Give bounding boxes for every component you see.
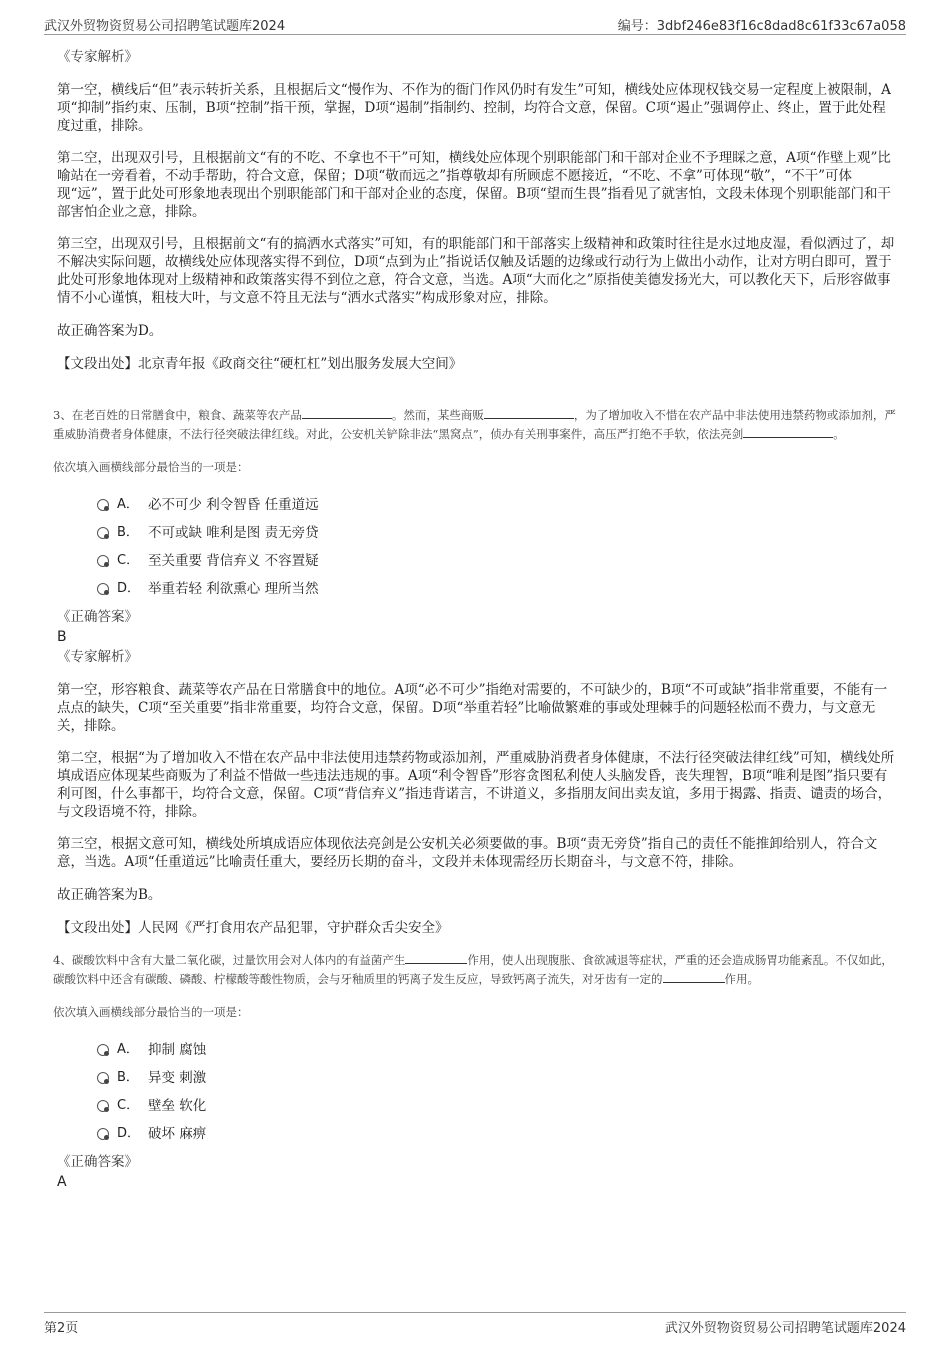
- q3-answer: B: [57, 629, 67, 645]
- q3-stem: [53, 406, 897, 444]
- option-letter: B．: [117, 1070, 139, 1085]
- radio-button-icon[interactable]: [97, 1044, 109, 1056]
- option-text: 异变 刺激: [148, 1070, 207, 1086]
- option-letter: A．: [117, 497, 139, 512]
- footer-title: 武汉外贸物资贸易公司招聘笔试题库2024: [664, 1321, 906, 1336]
- page-footer: [44, 1312, 906, 1337]
- option-text: 不可或缺 唯利是图 责无旁贷: [148, 525, 319, 541]
- q3-analysis-paragraph-2: 第二空，根据“为了增加收入不惜在农产品中非法使用违禁药物或添加剂，严重威胁消费者身体健康，不法行径突破法律红线”可知，横线处所填成语应体现某些商贩为了利益不惜做一些违法违规的事。A项“利令智昏”形容贪图私利使人头脑发昏，丧失理智，B项“唯利是图”指只要有利可图，什么事都干，均符合文意，保留。C项“背信弃义”指违背诺言，不讲道义，多指朋友间出卖友谊，多用于揭露、指责、谴责的场合，与文段语境不符，排除。: [57, 750, 895, 820]
- q3-analysis-paragraph-3: 第三空，根据文意可知，横线处所填成语应体现依法亮剑是公安机关必须要做的事。B项“责无旁贷”指自己的责任不能推卸给别人，符合文意，当选。A项“任重道远”比喻责任重大，要经历长期的奋斗，文段并未体现需经历长期奋斗，与文意不符，排除。: [57, 836, 878, 870]
- q4-stem-part-2: 作用，使人出现腹胀、食欲减退等症状，严重的还会造成肠胃功能紊乱。不仅如此，碳酸饮料中还含有碳酸、磷酸、柠檬酸等酸性物质，会与牙釉质里的钙离子发生反应，导致钙离子流失，对牙齿有一定的: [53, 953, 893, 986]
- radio-button-icon[interactable]: [97, 1072, 109, 1084]
- option-letter: B．: [117, 525, 139, 540]
- q2-analysis-label: 《专家解析》: [57, 49, 138, 65]
- radio-button-icon[interactable]: [97, 583, 109, 595]
- q3-stem-part-2: 。然而，某些商贩: [391, 408, 484, 422]
- radio-button-icon[interactable]: [97, 1100, 109, 1112]
- option-letter: D．: [117, 581, 141, 596]
- q4-answer-label: 《正确答案》: [57, 1154, 138, 1170]
- option-text: 至关重要 背信弃义 不容置疑: [148, 553, 319, 569]
- q3-answer-label: 《正确答案》: [57, 609, 138, 625]
- q4-stem-part-3: 作用。: [724, 972, 759, 986]
- q2-source: 【文段出处】北京青年报《政商交往“硬杠杠”划出服务发展大空间》: [57, 356, 463, 372]
- header-serial-number: 编号：3dbf246e83f16c8dad8c61f33c67a058: [617, 19, 906, 34]
- q3-source: 【文段出处】人民网《严打食用农产品犯罪，守护群众舌尖安全》: [57, 920, 449, 936]
- option-text: 必不可少 利令智昏 任重道远: [148, 497, 319, 513]
- q3-stem-part-1: 3、在老百姓的日常膳食中，粮食、蔬菜等农产品: [53, 408, 302, 422]
- q3-blank-2: [484, 406, 574, 419]
- q3-blank-1: [302, 406, 392, 419]
- q2-analysis-paragraph-1: 第一空，横线后“但”表示转折关系，且根据后文“慢作为、不作为的衙门作风仍时有发生”可知，横线处应体现权钱交易一定程度上被限制，A项“抑制”指约束、压制，B项“控制”指干预，掌握，D项“遏制”指制约、控制，均符合文意，保留。C项“遏止”强调停止、终止，置于此处程度过重，排除。: [57, 82, 891, 134]
- q4-options: [57, 1036, 897, 1148]
- option-text: 壁垒 软化: [148, 1098, 207, 1114]
- q4-option-a[interactable]: [97, 1036, 897, 1064]
- option-letter: C．: [117, 553, 140, 568]
- q3-conclusion: 故正确答案为B。: [57, 887, 162, 903]
- q4-option-d[interactable]: [97, 1120, 897, 1148]
- q4-prompt: 依次填入画横线部分最恰当的一项是：: [53, 1005, 249, 1019]
- q2-analysis-paragraph-3: 第三空，出现双引号，且根据前文“有的搞洒水式落实”可知，有的职能部门和干部落实上级精神和政策时往往是水过地皮湿，看似洒过了，却不解决实际问题，故横线处应体现落实得不到位，D项“点到为止”指说话仅触及话题的边缘或行动行为上做出小动作，让对方明白即可，置于此处可形象地体现对上级精神和政策落实得不到位之意，符合文意，当选。A项“大而化之”原指使美德发扬光大，可以教化天下，后形容做事情不小心谨慎，粗枝大叶，与文意不符且无法与“洒水式落实”构成形象对应，排除。: [57, 236, 895, 306]
- header-title: 武汉外贸物资贸易公司招聘笔试题库2024: [44, 19, 286, 34]
- radio-button-icon[interactable]: [97, 499, 109, 511]
- q3-analysis-label: 《专家解析》: [57, 649, 138, 665]
- option-text: 破坏 麻痹: [148, 1126, 207, 1142]
- radio-button-icon[interactable]: [97, 1128, 109, 1140]
- q4-option-c[interactable]: [97, 1092, 897, 1120]
- q2-analysis-paragraph-2: 第二空，出现双引号，且根据前文“有的不吃、不拿也不干”可知，横线处应体现个别职能部门和干部对企业不予理睬之意，A项“作壁上观”比喻站在一旁看着，不动手帮助，符合文意，保留；D项“敬而远之”指尊敬却有所顾虑不愿接近，“不吃、不拿”可体现“敬”，“不干”可体现“远”，置于此处可形象地表现出个别职能部门和干部对企业的态度，保留。B项“望而生畏”指看见了就害怕，文段未体现个别职能部门和干部害怕企业之意，排除。: [57, 150, 892, 220]
- q4-stem: [53, 951, 897, 989]
- option-text: 举重若轻 利欲熏心 理所当然: [148, 581, 319, 597]
- q3-option-d[interactable]: [97, 575, 897, 603]
- q4-blank-2: [663, 970, 725, 983]
- q4-stem-part-1: 4、碳酸饮料中含有大量二氧化碳，过量饮用会对人体内的有益菌产生: [53, 953, 406, 967]
- radio-button-icon[interactable]: [97, 555, 109, 567]
- q3-stem-part-4: 。: [833, 427, 845, 441]
- q3-option-b[interactable]: [97, 519, 897, 547]
- option-text: 抑制 腐蚀: [148, 1042, 207, 1058]
- q3-blank-3: [743, 425, 833, 438]
- q3-option-a[interactable]: [97, 491, 897, 519]
- q3-options: [57, 491, 897, 603]
- q2-conclusion: 故正确答案为D。: [57, 323, 163, 339]
- q3-analysis-paragraph-1: 第一空，形容粮食、蔬菜等农产品在日常膳食中的地位。A项“必不可少”指绝对需要的，不可缺少的，B项“不可或缺”指非常重要，不能有一点点的缺失，C项“至关重要”指非常重要，均符合文意，保留。D项“举重若轻”比喻做繁难的事或处理棘手的问题轻松而不费力，与文意无关，排除。: [57, 682, 888, 734]
- option-letter: C．: [117, 1098, 140, 1113]
- page-number: 第2页: [44, 1321, 79, 1336]
- q4-blank-1: [405, 951, 467, 964]
- radio-button-icon[interactable]: [97, 527, 109, 539]
- option-letter: A．: [117, 1042, 139, 1057]
- content: [53, 45, 897, 1191]
- q4-answer: A: [57, 1174, 67, 1190]
- q4-option-b[interactable]: [97, 1064, 897, 1092]
- q3-option-c[interactable]: [97, 547, 897, 575]
- option-letter: D．: [117, 1126, 141, 1141]
- page-header: [44, 12, 906, 35]
- q3-prompt: 依次填入画横线部分最恰当的一项是：: [53, 460, 249, 474]
- q3-stem-part-3: ，为了增加收入不惜在农产品中非法使用违禁药物或添加剂，严重威胁消费者身体健康，不法行径突破法律红线。对此，公安机关铲除非法“黑窝点”，侦办有关刑事案件，高压严打绝不手软，依法亮剑: [53, 408, 896, 441]
